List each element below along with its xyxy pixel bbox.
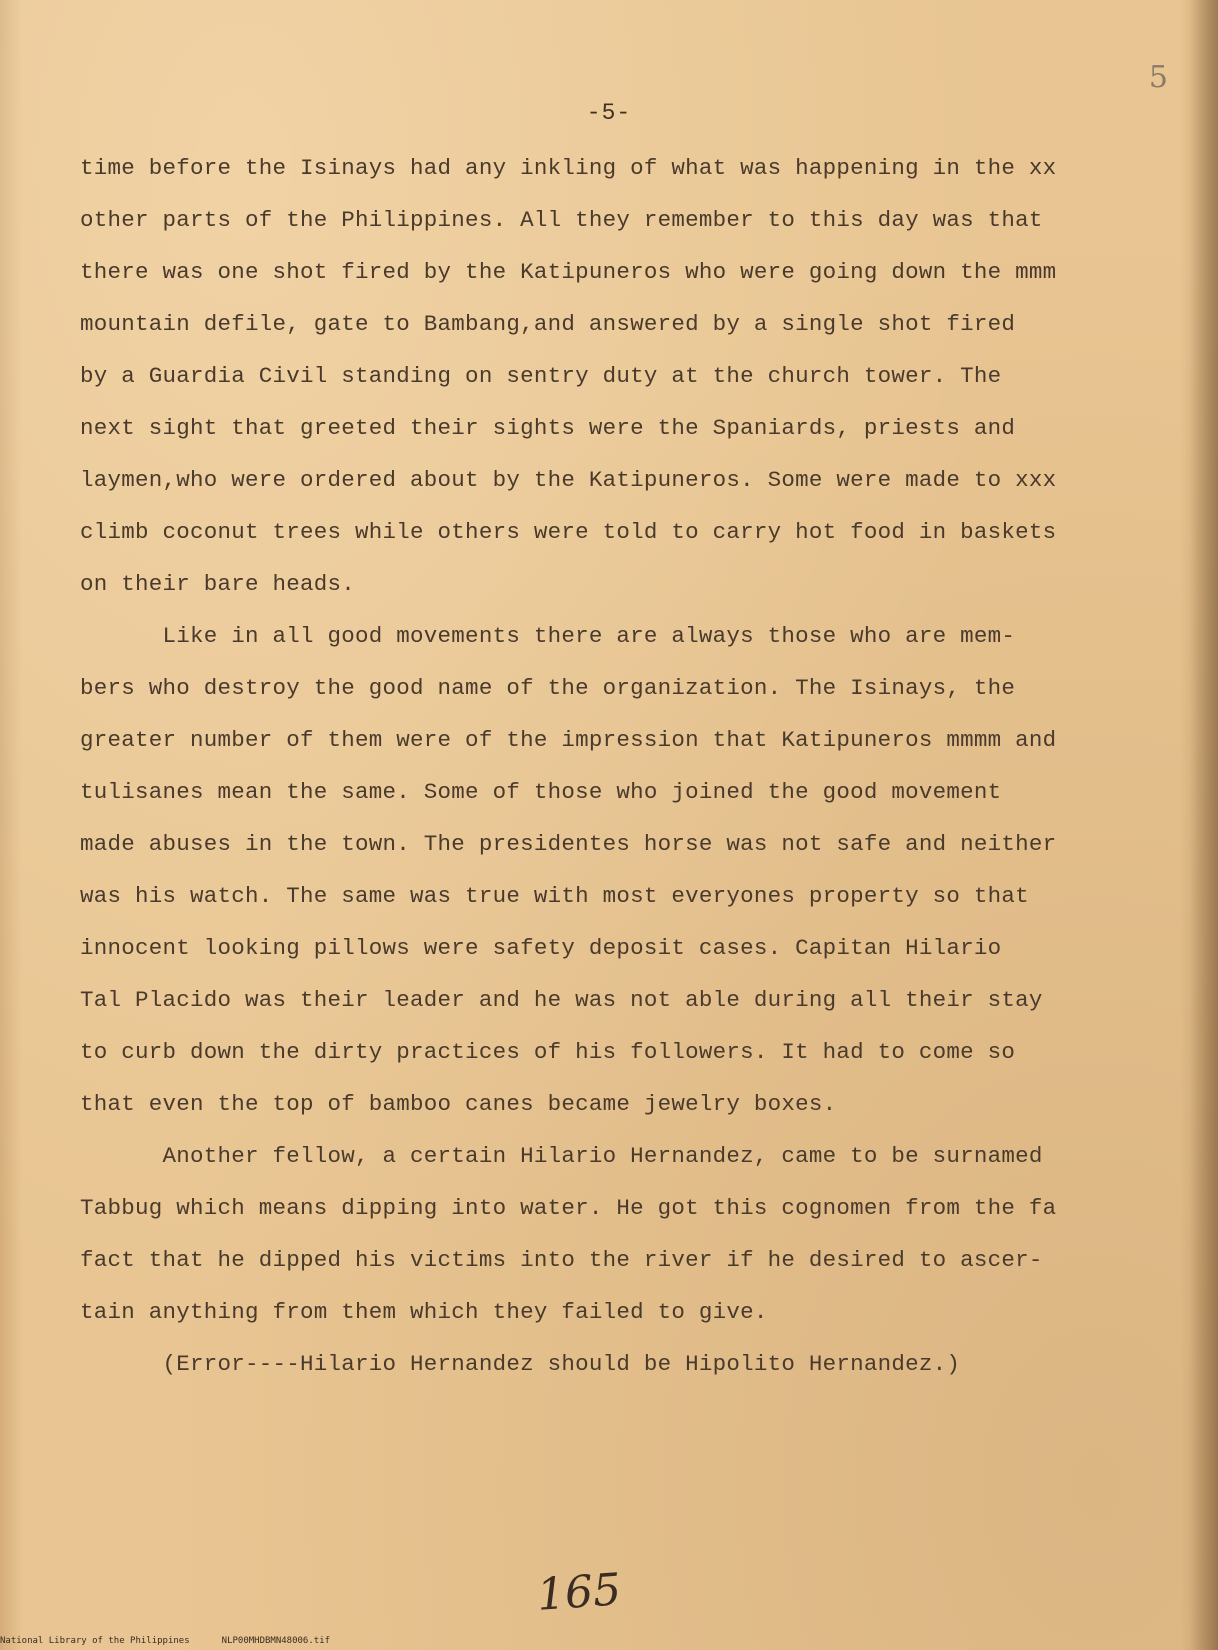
text-line: climb coconut trees while others were told to carry hot food in baskets [80,519,1057,545]
footer-institution: National Library of the Philippines [0,1636,190,1646]
page-edge-shadow [1190,0,1218,1650]
text-line: tulisanes mean the same. Some of those who joined the good movement [80,779,1002,805]
text-line: greater number of them were of the impression that Katipuneros mmmm and [80,727,1057,753]
text-line: Tal Placido was their leader and he was not able during all their stay [80,987,1043,1013]
text-line: made abuses in the town. The presidentes horse was not safe and neither [80,831,1057,857]
document-body [80,142,1170,1390]
page-header: -5- [586,100,632,126]
corner-page-number: 5 [1148,60,1168,95]
text-line: there was one shot fired by the Katipuneros who were going down the mmm [80,259,1057,285]
scan-footer [0,1636,1218,1646]
footer-filename: NLP00MHDBMN48006.tif [221,1636,331,1646]
text-line: innocent looking pillows were safety deposit cases. Capitan Hilario [80,935,1002,961]
text-line: Another fellow, a certain Hilario Hernandez, came to be surnamed [80,1143,1043,1169]
text-line: that even the top of bamboo canes became jewelry boxes. [80,1091,837,1117]
note-line: (Error----Hilario Hernandez should be Hipolito Hernandez.) [80,1351,961,1377]
handwritten-page-number: 165 [535,1564,623,1621]
text-line: by a Guardia Civil standing on sentry duty at the church tower. The [80,363,1002,389]
text-line: Like in all good movements there are always those who are mem- [80,623,1016,649]
text-line: next sight that greeted their sights were the Spaniards, priests and [80,415,1016,441]
text-line: on their bare heads. [80,571,356,597]
text-line: fact that he dipped his victims into the river if he desired to ascer- [80,1247,1043,1273]
text-line: to curb down the dirty practices of his followers. It had to come so [80,1039,1016,1065]
text-line: time before the Isinays had any inkling of what was happening in the xx [80,155,1057,181]
text-line: laymen,who were ordered about by the Katipuneros. Some were made to xxx [80,467,1057,493]
error-note [80,1338,1170,1390]
paragraph-1 [80,142,1170,610]
text-line: tain anything from them which they failed to give. [80,1299,768,1325]
text-line: Tabbug which means dipping into water. He got this cognomen from the fa [80,1195,1057,1221]
text-line: mountain defile, gate to Bambang,and answered by a single shot fired [80,311,1016,337]
paragraph-2 [80,610,1170,1130]
text-line: bers who destroy the good name of the organization. The Isinays, the [80,675,1016,701]
paragraph-3 [80,1130,1170,1338]
text-line: other parts of the Philippines. All they remember to this day was that [80,207,1043,233]
text-line: was his watch. The same was true with most everyones property so that [80,883,1029,909]
